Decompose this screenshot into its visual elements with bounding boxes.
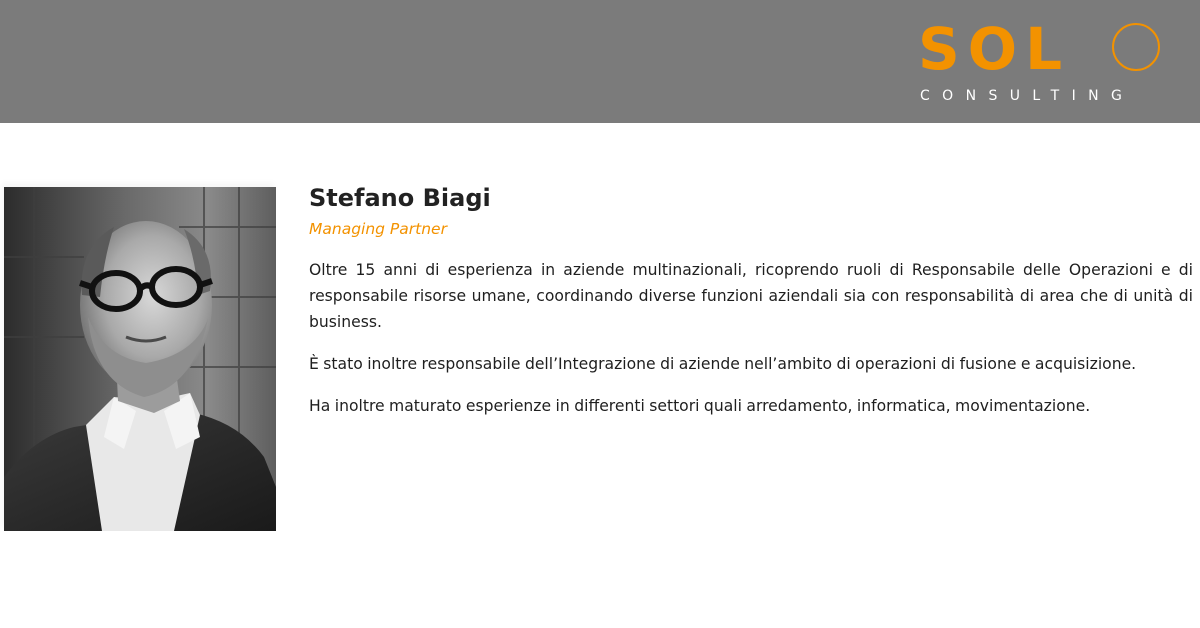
logo-wordmark: SOL — [918, 15, 1071, 83]
person-name: Stefano Biagi — [309, 184, 491, 212]
portrait-illustration — [4, 187, 276, 531]
bio-paragraph-1: Oltre 15 anni di esperienza in aziende multinazionali, ricoprendo ruoli di Responsabile delle Operazioni e di responsabile risorse umane, coordinando diverse funzioni aziendali sia con responsabilità di area che di unità di business. — [309, 261, 1193, 331]
solo-consulting-logo[interactable] — [918, 15, 1170, 110]
bio-paragraph-3: Ha inoltre maturato esperienze in differenti settori quali arredamento, informatica, movimentazione. — [309, 397, 1091, 415]
header-band — [0, 0, 1200, 123]
person-role: Managing Partner — [309, 220, 447, 238]
logo-o-ring-icon — [1112, 23, 1160, 71]
bio-paragraph-2: È stato inoltre responsabile dell’Integrazione di aziende nell’ambito di operazioni di fusione e acquisizione. — [309, 355, 1137, 373]
portrait-photo — [4, 187, 276, 531]
logo-subtitle: CONSULTING — [920, 88, 1135, 104]
bio-section — [309, 180, 1193, 435]
